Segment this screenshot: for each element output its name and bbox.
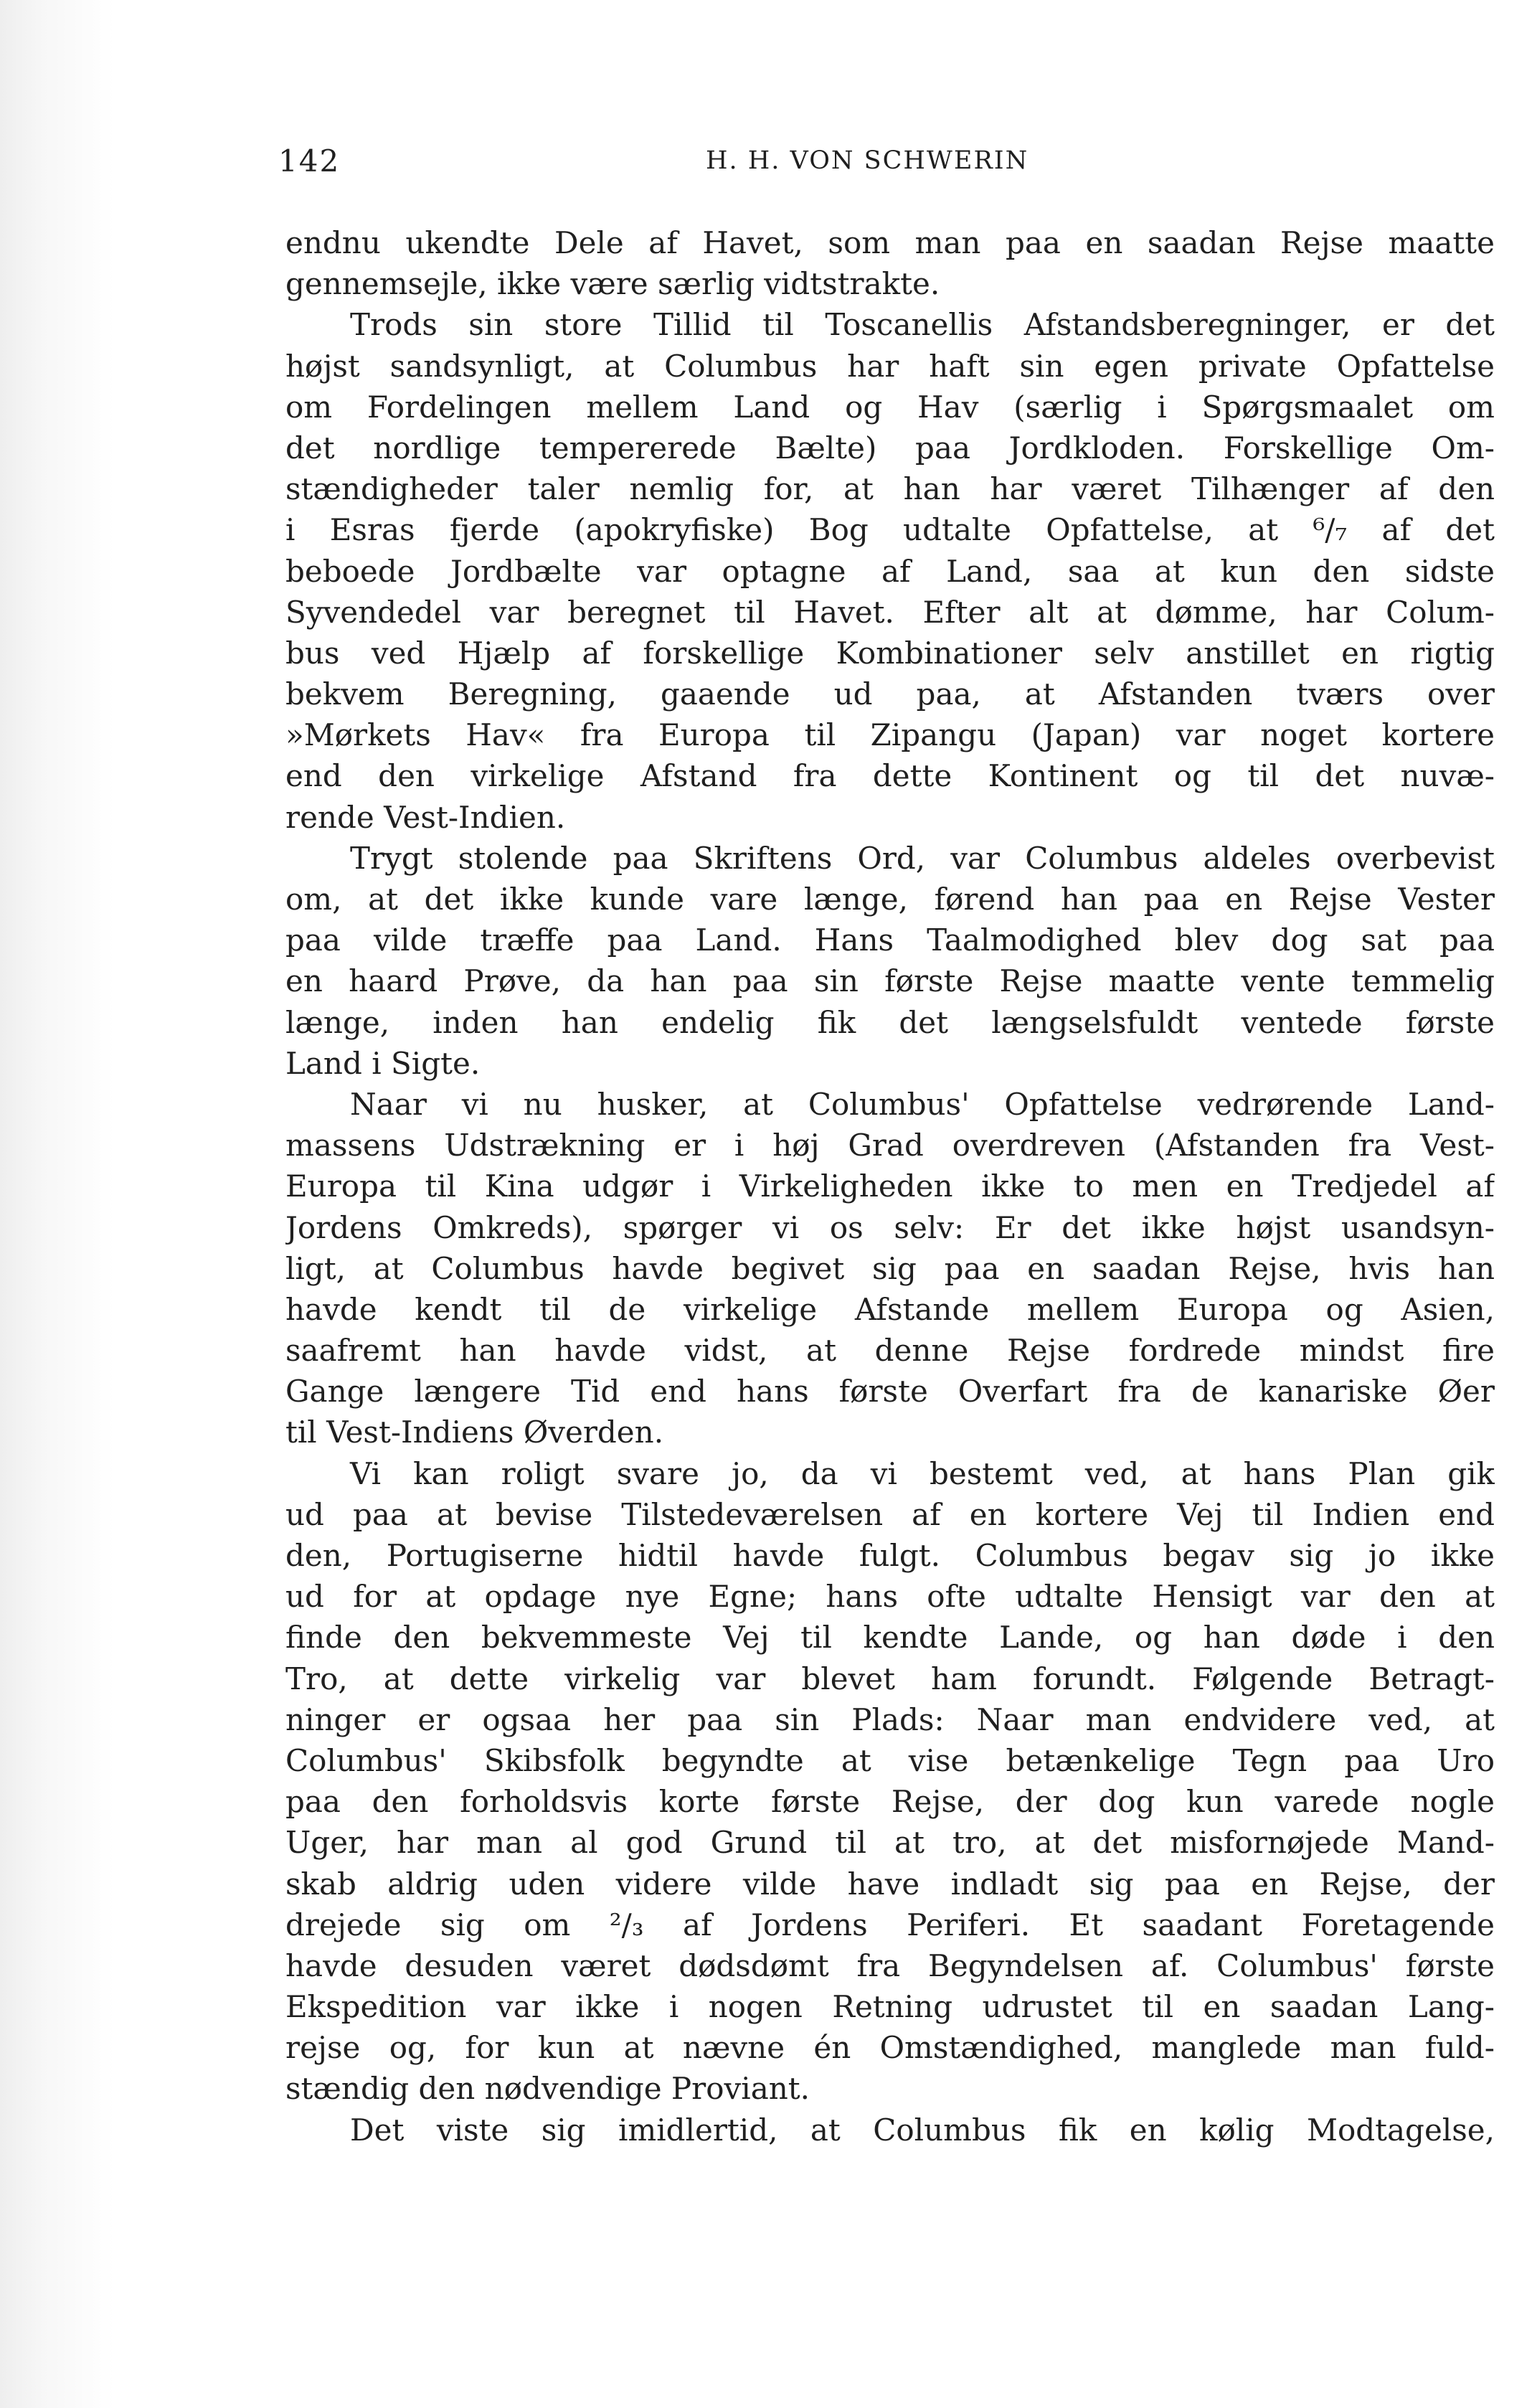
text-line: bekvem Beregning, gaaende ud paa, at Afstanden tværs over	[285, 676, 1495, 712]
text-line: Jordens Omkreds), spørger vi os selv: Er det ikke højst usandsyn-	[285, 1209, 1495, 1245]
text-line: Trygt stolende paa Skriftens Ord, var Columbus aldeles overbevist	[350, 840, 1495, 876]
text-line: drejede sig om ²/₃ af Jordens Periferi. Et saadant Foretagende	[285, 1907, 1495, 1942]
text-line: en haard Prøve, da han paa sin første Rejse maatte vente temmelig	[285, 963, 1495, 999]
text-line: Naar vi nu husker, at Columbus' Opfattelse vedrørende Land-	[350, 1086, 1495, 1122]
text-line: Columbus' Skibsfolk begyndte at vise betænkelige Tegn paa Uro	[285, 1742, 1495, 1778]
text-line: Tro, at dette virkelig var blevet ham forundt. Følgende Betragt-	[285, 1661, 1495, 1696]
text-line: paa vilde træffe paa Land. Hans Taalmodighed blev dog sat paa	[285, 922, 1495, 958]
text-line: finde den bekvemmeste Vej til kendte Lande, og han døde i den	[285, 1620, 1495, 1656]
text-line: stændigheder taler nemlig for, at han har været Tilhænger af den	[285, 471, 1495, 507]
text-line: højst sandsynligt, at Columbus har haft sin egen private Opfattelse	[285, 348, 1495, 384]
text-line: Europa til Kina udgør i Virkeligheden ikke to men en Tredjedel af	[285, 1168, 1495, 1204]
text-line: beboede Jordbælte var optagne af Land, saa at kun den sidste	[285, 553, 1495, 589]
text-line: massens Udstrækning er i høj Grad overdreven (Afstanden fra Vest-	[285, 1128, 1495, 1163]
text-line: Det viste sig imidlertid, at Columbus fik en kølig Modtagelse,	[350, 2112, 1495, 2148]
text-line: endnu ukendte Dele af Havet, som man paa en saadan Rejse maatte	[285, 225, 1495, 260]
text-line: Vi kan roligt svare jo, da vi bestemt ved, at hans Plan gik	[350, 1455, 1495, 1491]
text-line: havde kendt til de virkelige Afstande mellem Europa og Asien,	[285, 1291, 1495, 1327]
text-line: end den virkelige Afstand fra dette Kontinent og til det nuvæ-	[285, 758, 1495, 794]
body-text	[285, 222, 1495, 2150]
running-head: H. H. VON SCHWERIN	[706, 146, 1029, 175]
text-line: Ekspedition var ikke i nogen Retning udrustet til en saadan Lang-	[285, 1989, 1495, 2025]
text-line: længe, inden han endelig fik det længselsfuldt ventede første	[285, 1004, 1495, 1040]
text-line: ligt, at Columbus havde begivet sig paa en saadan Rejse, hvis han	[285, 1250, 1495, 1286]
text-line: »Mørkets Hav« fra Europa til Zipangu (Japan) var noget kortere	[285, 717, 1495, 753]
text-line: Gange længere Tid end hans første Overfart fra de kanariske Øer	[285, 1374, 1495, 1410]
text-line: ninger er ogsaa her paa sin Plads: Naar man endvidere ved, at	[285, 1701, 1495, 1737]
text-line: rende Vest-Indien.	[285, 799, 566, 835]
text-line: ud for at opdage nye Egne; hans ofte udtalte Hensigt var den at	[285, 1579, 1495, 1615]
text-line: bus ved Hjælp af forskellige Kombinationer selv anstillet en rigtig	[285, 635, 1495, 671]
text-line: det nordlige tempererede Bælte) paa Jordkloden. Forskellige Om-	[285, 430, 1495, 466]
text-line: Uger, har man al god Grund til at tro, at det misfornøjede Mand-	[285, 1825, 1495, 1861]
text-line: havde desuden været dødsdømt fra Begyndelsen af. Columbus' første	[285, 1947, 1495, 1983]
text-line: stændig den nødvendige Proviant.	[285, 2071, 810, 2107]
text-line: den, Portugiserne hidtil havde fulgt. Columbus begav sig jo ikke	[285, 1538, 1495, 1573]
text-line: om Fordelingen mellem Land og Hav (særlig i Spørgsmaalet om	[285, 389, 1495, 425]
text-line: saafremt han havde vidst, at denne Rejse fordrede mindst fire	[285, 1333, 1495, 1369]
text-line: til Vest-Indiens Øverden.	[285, 1415, 664, 1450]
text-line: Land i Sigte.	[285, 1045, 481, 1081]
text-line: gennemsejle, ikke være særlig vidtstrakte.	[285, 266, 940, 302]
page-number: 142	[278, 143, 341, 179]
text-line: rejse og, for kun at nævne én Omstændighed, manglede man fuld-	[285, 2030, 1495, 2066]
text-line: ud paa at bevise Tilstedeværelsen af en kortere Vej til Indien end	[285, 1496, 1495, 1532]
text-line: om, at det ikke kunde vare længe, førend han paa en Rejse Vester	[285, 882, 1495, 917]
text-line: Syvendedel var beregnet til Havet. Efter alt at dømme, har Colum-	[285, 594, 1495, 630]
page-header	[278, 143, 1498, 184]
text-line: skab aldrig uden videre vilde have indladt sig paa en Rejse, der	[285, 1866, 1495, 1902]
text-line: i Esras fjerde (apokryfiske) Bog udtalte Opfattelse, at ⁶/₇ af det	[285, 512, 1495, 548]
text-line: Trods sin store Tillid til Toscanellis Afstandsberegninger, er det	[350, 307, 1495, 343]
text-line: paa den forholdsvis korte første Rejse, der dog kun varede nogle	[285, 1784, 1495, 1820]
